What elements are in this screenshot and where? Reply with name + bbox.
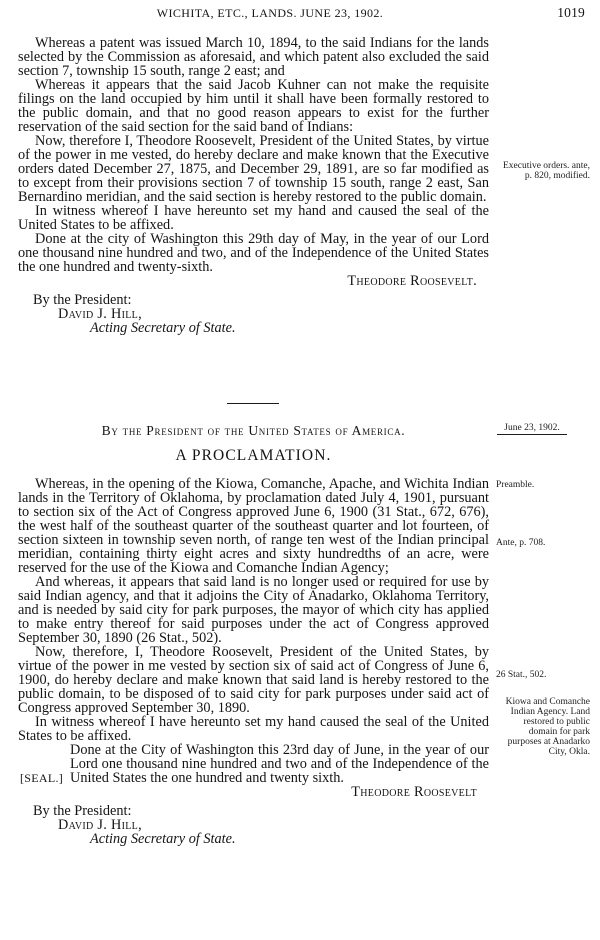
secretary-name: David J. Hill, (58, 817, 142, 833)
secretary-name: David J. Hill, (58, 306, 142, 322)
paragraph: Whereas, in the opening of the Kiowa, Comanche, Apache, and Wichita Indian lands in the Territory of Oklahoma, by proclamation dated July 4, 1901, pursuant to section six of the Act of Congress approved June 6, 1900 (31 Stat., 672, 676), the west half of the southeast quarter of the southeast quarter and lot fourteen, of section sixteen in township seven north, of range ten west of the Indian principal meridian, containing thirty eight acres and sixty hundredths of an acre, were reserved for the use of the Kiowa and Comanche Indian Agency; (18, 476, 489, 576)
secretary-title: Acting Secretary of State. (90, 320, 236, 336)
by-the-president: By the President: (33, 803, 132, 819)
margin-note-agency: Kiowa and Comanche Indian Agency. Land restored to public domain for park purposes at Anadarko City, Okla. (505, 697, 590, 757)
paragraph: Now, therefore I, Theodore Roosevelt, President of the United States, by virtue of the power in me vested, do hereby declare and make known that the Executive orders dated December 27, 1875, and December 29, 1891, are so far modified as to except from their provisions section 7 of township 15 south, range 2 east, San Bernardino meridian, and the said section is hereby restored to the public domain. (18, 133, 489, 205)
paragraph: And whereas, it appears that said land is no longer used or required for use by said Indian agency, and that it adjoins the City of Anadarko, Oklahoma Territory, and is needed by said city for park purposes, the mayor of which city has applied to make entry thereof for said purposes under the act of Congress approved September 30, 1890 (26 Stat., 502). (18, 574, 489, 646)
margin-note-preamble: Preamble. (496, 480, 535, 490)
first-proclamation (18, 36, 489, 335)
margin-note-stat: 26 Stat., 502. (496, 670, 547, 680)
signature: Theodore Roosevelt. (347, 273, 477, 289)
margin-note-date: June 23, 1902. (497, 423, 567, 435)
signature: Theodore Roosevelt (351, 784, 477, 800)
paragraph: Now, therefore, I, Theodore Roosevelt, President of the United States, by virtue of the power in me vested by section six of said act of Congress of June 6, 1900, do hereby declare and make known that said land is hereby restored to the public domain, to be disposed of to said city for park purposes under said act of Congress approved September 30, 1890. (18, 644, 489, 716)
margin-note-executive-orders: Executive orders. ante, p. 820, modified. (502, 161, 590, 181)
running-head: WICHITA, ETC., LANDS. JUNE 23, 1902. (156, 6, 384, 20)
paragraph: In witness whereof I have hereunto set my hand caused the seal of the United States to be affixed. (18, 714, 489, 744)
running-header (30, 6, 585, 24)
done-block (18, 743, 489, 785)
proclamation-byline: By the President of the United States of America. (101, 423, 406, 438)
section-divider (227, 403, 279, 404)
by-the-president: By the President: (33, 292, 132, 308)
page-number: 1019 (557, 5, 585, 20)
proclamation-heading: A PROCLAMATION. (175, 447, 332, 464)
seal-label: [SEAL.] (20, 771, 64, 785)
second-proclamation (18, 477, 489, 846)
done-paragraph: Done at the City of Washington this 23rd day of June, in the year of our Lord one thousand nine hundred and two and of the Independence of the United States the one hundred and twenty sixth. (70, 742, 489, 786)
margin-note-ante: Ante, p. 708. (496, 538, 546, 548)
paragraph: In witness whereof I have hereunto set my hand and caused the seal of the United States to be affixed. (18, 203, 489, 233)
secretary-title: Acting Secretary of State. (90, 831, 236, 847)
paragraph: Done at the city of Washington this 29th day of May, in the year of our Lord one thousand nine hundred and two, and of the Independence of the United States the one hundred and twenty-sixth. (18, 231, 489, 275)
paragraph: Whereas it appears that the said Jacob Kuhner can not make the requisite filings on the land occupied by him until it shall have been formally restored to the public domain, and that no good reason appears to exist for the further reservation of the said section for the said band of Indians: (18, 77, 489, 135)
paragraph: Whereas a patent was issued March 10, 1894, to the said Indians for the lands selected by the Commission as aforesaid, and which patent also excluded the said section 7, township 15 south, range 2 east; and (18, 35, 489, 79)
